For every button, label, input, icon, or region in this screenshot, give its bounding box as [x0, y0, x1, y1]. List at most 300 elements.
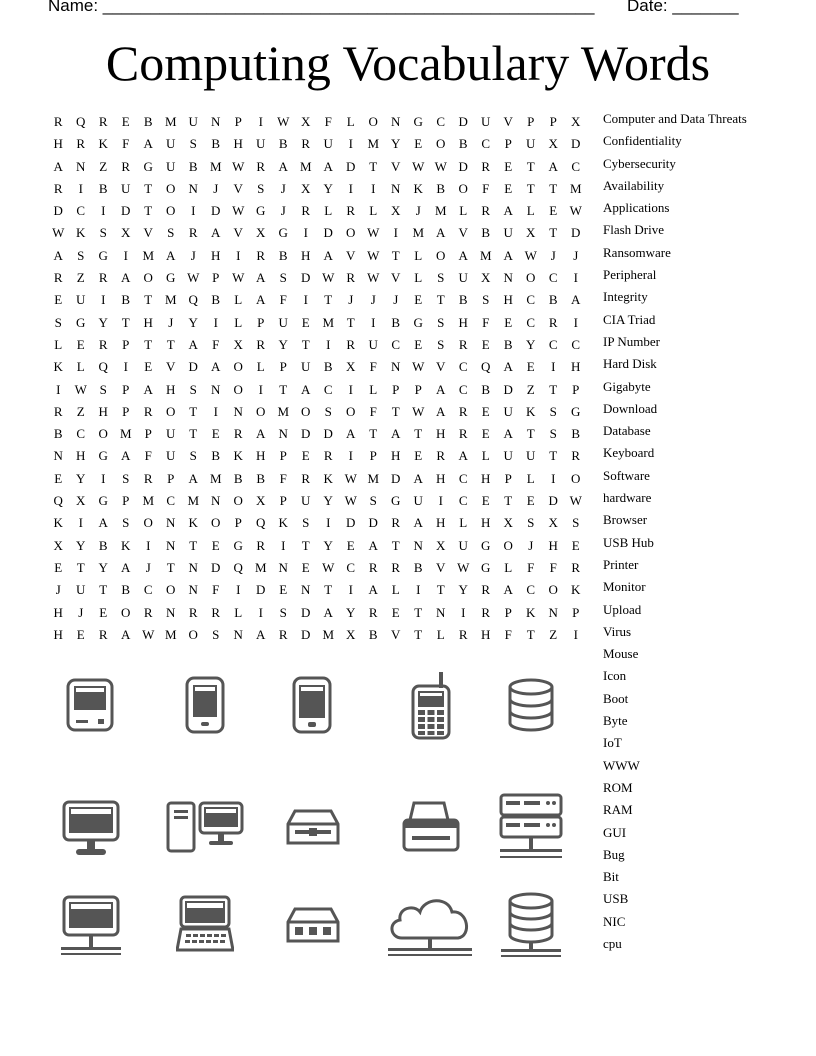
grid-letter: Y	[76, 537, 86, 553]
grid-letter: X	[481, 270, 491, 286]
grid-letter: R	[481, 582, 491, 598]
grid-letter: G	[98, 247, 108, 263]
grid-letter: E	[481, 493, 490, 509]
grid-letter: I	[101, 292, 106, 308]
grid-letter: M	[164, 292, 177, 308]
grid-letter: A	[301, 381, 311, 397]
grid-letter: W	[412, 359, 425, 375]
grid-letter: J	[573, 247, 579, 263]
grid-letter: E	[99, 604, 108, 620]
grid-letter: W	[569, 493, 582, 509]
grid-letter: M	[322, 626, 335, 642]
word-list-item: Monitor	[603, 579, 646, 595]
grid-letter: B	[481, 381, 491, 397]
grid-letter: R	[98, 270, 108, 286]
grid-row	[47, 133, 587, 155]
grid-letter: M	[187, 493, 200, 509]
grid-letter: E	[504, 180, 513, 196]
grid-letter: H	[98, 403, 108, 419]
grid-letter: U	[76, 582, 86, 598]
grid-letter: I	[101, 203, 106, 219]
grid-letter: R	[143, 470, 153, 486]
grid-letter: H	[481, 515, 491, 531]
grid-letter: P	[392, 381, 400, 397]
grid-letter: R	[256, 247, 266, 263]
grid-letter: N	[233, 403, 243, 419]
grid-letter: F	[122, 136, 130, 152]
grid-letter: J	[78, 604, 84, 620]
grid-letter: B	[211, 136, 221, 152]
grid-letter: E	[301, 314, 310, 330]
grid-letter: J	[550, 247, 556, 263]
grid-letter: O	[166, 403, 176, 419]
grid-letter: S	[572, 515, 580, 531]
grid-letter: Z	[526, 381, 535, 397]
grid-letter: V	[458, 225, 468, 241]
grid-letter: M	[569, 180, 582, 196]
grid-letter: M	[367, 470, 380, 486]
grid-letter: Q	[481, 359, 491, 375]
grid-letter: B	[458, 292, 468, 308]
grid-letter: D	[121, 203, 131, 219]
grid-letter: U	[481, 114, 491, 129]
grid-letter: M	[412, 225, 425, 241]
grid-letter: H	[436, 470, 446, 486]
grid-letter: M	[434, 203, 447, 219]
grid-letter: A	[53, 158, 63, 174]
grid-letter: M	[322, 314, 335, 330]
grid-letter: J	[370, 292, 376, 308]
grid-letter: G	[233, 537, 243, 553]
grid-letter: S	[122, 470, 130, 486]
name-field-label: Name: ____________________________________________________	[48, 0, 595, 15]
grid-letter: X	[76, 493, 86, 509]
grid-letter: O	[436, 136, 446, 152]
grid-letter: I	[461, 604, 466, 620]
word-list-item: RAM	[603, 802, 633, 818]
grid-letter: Z	[76, 270, 85, 286]
grid-letter: N	[166, 604, 176, 620]
word-list-item: Computer and Data Threats	[603, 111, 747, 126]
grid-letter: R	[458, 336, 468, 352]
grid-letter: C	[526, 582, 536, 598]
grid-row	[47, 111, 587, 133]
grid-letter: X	[346, 359, 356, 375]
grid-row	[47, 222, 587, 244]
grid-letter: S	[54, 314, 62, 330]
grid-letter: C	[458, 359, 468, 375]
grid-letter: L	[234, 292, 243, 308]
grid-letter: B	[458, 136, 468, 152]
grid-letter: W	[322, 559, 335, 575]
grid-letter: T	[189, 426, 198, 442]
grid-letter: B	[413, 559, 423, 575]
grid-letter: S	[167, 225, 175, 241]
grid-letter: N	[391, 180, 401, 196]
grid-letter: P	[279, 448, 287, 464]
word-list-item: Hard Disk	[603, 356, 657, 372]
grid-letter: K	[76, 225, 86, 241]
grid-letter: D	[211, 559, 221, 575]
grid-letter: P	[257, 314, 265, 330]
grid-letter: Y	[323, 493, 333, 509]
grid-letter: B	[548, 292, 558, 308]
grid-letter: R	[346, 270, 356, 286]
grid-letter: R	[76, 136, 86, 152]
grid-letter: U	[121, 180, 131, 196]
grid-letter: G	[76, 314, 86, 330]
grid-letter: X	[548, 515, 558, 531]
grid-letter: F	[279, 292, 287, 308]
grid-letter: U	[301, 493, 311, 509]
grid-letter: R	[458, 426, 468, 442]
grid-letter: D	[53, 203, 63, 219]
grid-letter: O	[121, 604, 131, 620]
grid-letter: A	[323, 604, 333, 620]
grid-letter: T	[549, 448, 558, 464]
server-rack-icon	[498, 793, 564, 863]
grid-row	[47, 245, 587, 267]
grid-letter: W	[322, 270, 335, 286]
grid-letter: E	[526, 359, 535, 375]
grid-letter: B	[233, 470, 243, 486]
grid-letter: K	[233, 448, 243, 464]
grid-letter: I	[78, 515, 83, 531]
grid-letter: I	[551, 359, 556, 375]
grid-letter: D	[458, 158, 468, 174]
grid-letter: A	[503, 203, 513, 219]
grid-letter: E	[526, 493, 535, 509]
grid-letter: M	[209, 158, 222, 174]
grid-letter: A	[256, 292, 266, 308]
grid-letter: C	[166, 493, 176, 509]
grid-row	[47, 468, 587, 490]
grid-letter: Q	[53, 493, 63, 509]
word-list-item: Upload	[603, 601, 642, 617]
word-list-item: Availability	[603, 177, 665, 193]
grid-letter: P	[572, 381, 580, 397]
grid-letter: S	[257, 180, 265, 196]
grid-letter: M	[209, 470, 222, 486]
grid-letter: T	[144, 180, 153, 196]
grid-letter: I	[371, 314, 376, 330]
grid-letter: J	[280, 203, 286, 219]
grid-letter: F	[212, 336, 220, 352]
grid-letter: L	[436, 626, 445, 642]
grid-row	[47, 334, 587, 356]
grid-letter: A	[436, 225, 446, 241]
grid-letter: A	[413, 515, 423, 531]
grid-letter: Y	[98, 559, 108, 575]
grid-letter: C	[481, 136, 491, 152]
grid-letter: P	[504, 136, 512, 152]
grid-letter: U	[526, 136, 536, 152]
grid-letter: R	[571, 559, 581, 575]
grid-letter: I	[348, 582, 353, 598]
grid-letter: H	[53, 626, 63, 642]
grid-letter: E	[211, 426, 220, 442]
grid-row	[47, 401, 587, 423]
grid-letter: W	[569, 203, 582, 219]
grid-letter: B	[368, 626, 378, 642]
grid-letter: D	[323, 426, 333, 442]
grid-letter: K	[53, 515, 63, 531]
grid-letter: N	[211, 493, 221, 509]
grid-letter: N	[278, 426, 288, 442]
grid-letter: V	[391, 158, 401, 174]
grid-letter: E	[211, 537, 220, 553]
grid-letter: A	[503, 359, 513, 375]
grid-letter: F	[144, 448, 152, 464]
grid-letter: S	[189, 448, 197, 464]
grid-letter: S	[527, 515, 535, 531]
grid-letter: W	[344, 493, 357, 509]
grid-letter: S	[279, 270, 287, 286]
grid-letter: W	[367, 247, 380, 263]
grid-letter: I	[213, 403, 218, 419]
grid-letter: O	[548, 582, 558, 598]
grid-letter: I	[393, 225, 398, 241]
grid-letter: N	[391, 359, 401, 375]
grid-letter: T	[301, 336, 310, 352]
grid-letter: D	[256, 582, 266, 598]
grid-letter: N	[188, 582, 198, 598]
grid-letter: J	[190, 247, 196, 263]
grid-letter: J	[348, 292, 354, 308]
grid-letter: O	[503, 537, 513, 553]
grid-letter: H	[166, 381, 176, 397]
grid-letter: R	[301, 136, 311, 152]
grid-letter: I	[146, 537, 151, 553]
word-list-item: Download	[603, 400, 658, 416]
grid-letter: V	[233, 180, 243, 196]
grid-letter: C	[458, 470, 468, 486]
grid-letter: R	[121, 158, 131, 174]
grid-letter: U	[301, 359, 311, 375]
grid-letter: V	[503, 114, 513, 129]
grid-letter: H	[436, 515, 446, 531]
grid-letter: B	[188, 158, 198, 174]
grid-letter: H	[301, 247, 311, 263]
grid-letter: Y	[458, 582, 468, 598]
grid-letter: S	[99, 381, 107, 397]
grid-letter: I	[258, 381, 263, 397]
grid-letter: V	[391, 626, 401, 642]
grid-letter: B	[53, 426, 63, 442]
grid-letter: Z	[76, 403, 85, 419]
grid-letter: S	[437, 336, 445, 352]
grid-letter: L	[459, 203, 468, 219]
grid-letter: T	[391, 247, 400, 263]
grid-letter: A	[503, 426, 513, 442]
grid-letter: X	[526, 225, 536, 241]
grid-letter: C	[391, 336, 401, 352]
grid-letter: E	[54, 292, 63, 308]
grid-letter: K	[526, 604, 536, 620]
grid-letter: Y	[526, 336, 536, 352]
grid-letter: I	[56, 381, 61, 397]
grid-row	[47, 289, 587, 311]
grid-letter: A	[323, 158, 333, 174]
grid-letter: D	[346, 515, 356, 531]
grid-letter: D	[301, 426, 311, 442]
grid-letter: X	[53, 537, 63, 553]
grid-letter: B	[323, 359, 333, 375]
grid-letter: V	[233, 225, 243, 241]
grid-letter: N	[301, 582, 311, 598]
grid-letter: F	[549, 559, 557, 575]
grid-letter: V	[436, 359, 446, 375]
grid-letter: D	[571, 136, 581, 152]
grid-row	[47, 535, 587, 557]
grid-letter: T	[99, 582, 108, 598]
grid-letter: A	[53, 247, 63, 263]
grid-letter: L	[256, 359, 265, 375]
grid-letter: W	[232, 158, 245, 174]
grid-letter: C	[526, 292, 536, 308]
grid-letter: C	[548, 336, 558, 352]
grid-letter: M	[299, 158, 312, 174]
grid-letter: N	[391, 114, 401, 129]
grid-letter: O	[166, 180, 176, 196]
grid-letter: O	[211, 515, 221, 531]
grid-letter: D	[368, 515, 378, 531]
grid-row	[47, 624, 587, 646]
grid-letter: L	[526, 203, 535, 219]
grid-letter: W	[187, 270, 200, 286]
network-monitor-icon	[60, 895, 122, 957]
grid-letter: U	[166, 158, 176, 174]
grid-letter: A	[256, 270, 266, 286]
grid-letter: R	[98, 336, 108, 352]
grid-letter: G	[481, 559, 491, 575]
grid-row	[47, 200, 587, 222]
grid-letter: W	[412, 403, 425, 419]
grid-row	[47, 557, 587, 579]
word-list-item: Bug	[603, 846, 625, 862]
grid-letter: N	[188, 559, 198, 575]
grid-letter: D	[503, 381, 513, 397]
word-list-item: Applications	[603, 200, 670, 216]
grid-letter: R	[368, 559, 378, 575]
date-field-label: Date: _______	[627, 0, 739, 15]
grid-row	[47, 379, 587, 401]
grid-letter: R	[256, 336, 266, 352]
word-list	[603, 109, 747, 956]
grid-letter: P	[414, 381, 422, 397]
grid-letter: R	[346, 203, 356, 219]
word-list-item: CIA Triad	[603, 311, 656, 327]
grid-letter: I	[123, 247, 128, 263]
grid-letter: G	[278, 225, 288, 241]
grid-letter: T	[504, 493, 513, 509]
grid-letter: B	[503, 336, 513, 352]
grid-letter: I	[416, 582, 421, 598]
grid-letter: E	[571, 537, 580, 553]
grid-letter: C	[548, 270, 558, 286]
grid-letter: L	[346, 114, 355, 129]
grid-letter: E	[346, 537, 355, 553]
word-list-item: Database	[603, 423, 651, 439]
grid-letter: U	[503, 448, 513, 464]
grid-letter: A	[368, 582, 378, 598]
grid-row	[47, 512, 587, 534]
grid-letter: M	[142, 493, 155, 509]
grid-letter: N	[166, 515, 176, 531]
grid-letter: S	[99, 225, 107, 241]
grid-letter: I	[303, 292, 308, 308]
grid-letter: U	[413, 493, 423, 509]
grid-letter: E	[391, 604, 400, 620]
grid-letter: Y	[98, 314, 108, 330]
grid-letter: I	[281, 537, 286, 553]
grid-letter: R	[323, 448, 333, 464]
grid-letter: N	[436, 604, 446, 620]
grid-letter: S	[369, 493, 377, 509]
grid-letter: O	[256, 403, 266, 419]
grid-letter: J	[145, 559, 151, 575]
grid-letter: S	[279, 604, 287, 620]
grid-letter: B	[571, 426, 581, 442]
grid-letter: I	[573, 626, 578, 642]
grid-letter: T	[76, 559, 85, 575]
word-list-item: ROM	[603, 779, 633, 795]
word-list-item: IoT	[603, 735, 622, 751]
grid-letter: L	[459, 515, 468, 531]
grid-letter: I	[348, 448, 353, 464]
grid-letter: L	[369, 203, 378, 219]
grid-letter: K	[571, 582, 581, 598]
grid-letter: T	[166, 336, 175, 352]
grid-letter: X	[391, 203, 401, 219]
grid-letter: P	[527, 114, 535, 129]
grid-letter: T	[279, 381, 288, 397]
grid-letter: O	[526, 270, 536, 286]
grid-letter: K	[188, 515, 198, 531]
grid-letter: E	[504, 158, 513, 174]
grid-letter: B	[98, 180, 108, 196]
word-list-item: USB	[603, 891, 629, 907]
grid-letter: T	[526, 180, 535, 196]
grid-letter: J	[213, 180, 219, 196]
desktop-tower-icon	[166, 800, 244, 854]
grid-letter: H	[503, 292, 513, 308]
grid-letter: X	[548, 136, 558, 152]
grid-letter: G	[413, 114, 423, 129]
grid-letter: C	[323, 381, 333, 397]
grid-letter: F	[527, 559, 535, 575]
grid-letter: I	[258, 604, 263, 620]
grid-letter: H	[211, 247, 221, 263]
grid-letter: I	[371, 180, 376, 196]
grid-letter: N	[211, 114, 221, 129]
grid-letter: K	[53, 359, 63, 375]
grid-letter: R	[143, 604, 153, 620]
grid-letter: K	[413, 180, 423, 196]
grid-letter: L	[526, 470, 535, 486]
grid-letter: W	[412, 158, 425, 174]
grid-letter: H	[391, 448, 401, 464]
grid-letter: I	[123, 359, 128, 375]
tablet-icon	[185, 676, 225, 734]
grid-letter: A	[256, 426, 266, 442]
grid-letter: U	[278, 314, 288, 330]
grid-letter: P	[234, 515, 242, 531]
grid-letter: J	[280, 180, 286, 196]
grid-letter: S	[122, 515, 130, 531]
grid-letter: A	[458, 247, 468, 263]
grid-letter: M	[479, 247, 492, 263]
